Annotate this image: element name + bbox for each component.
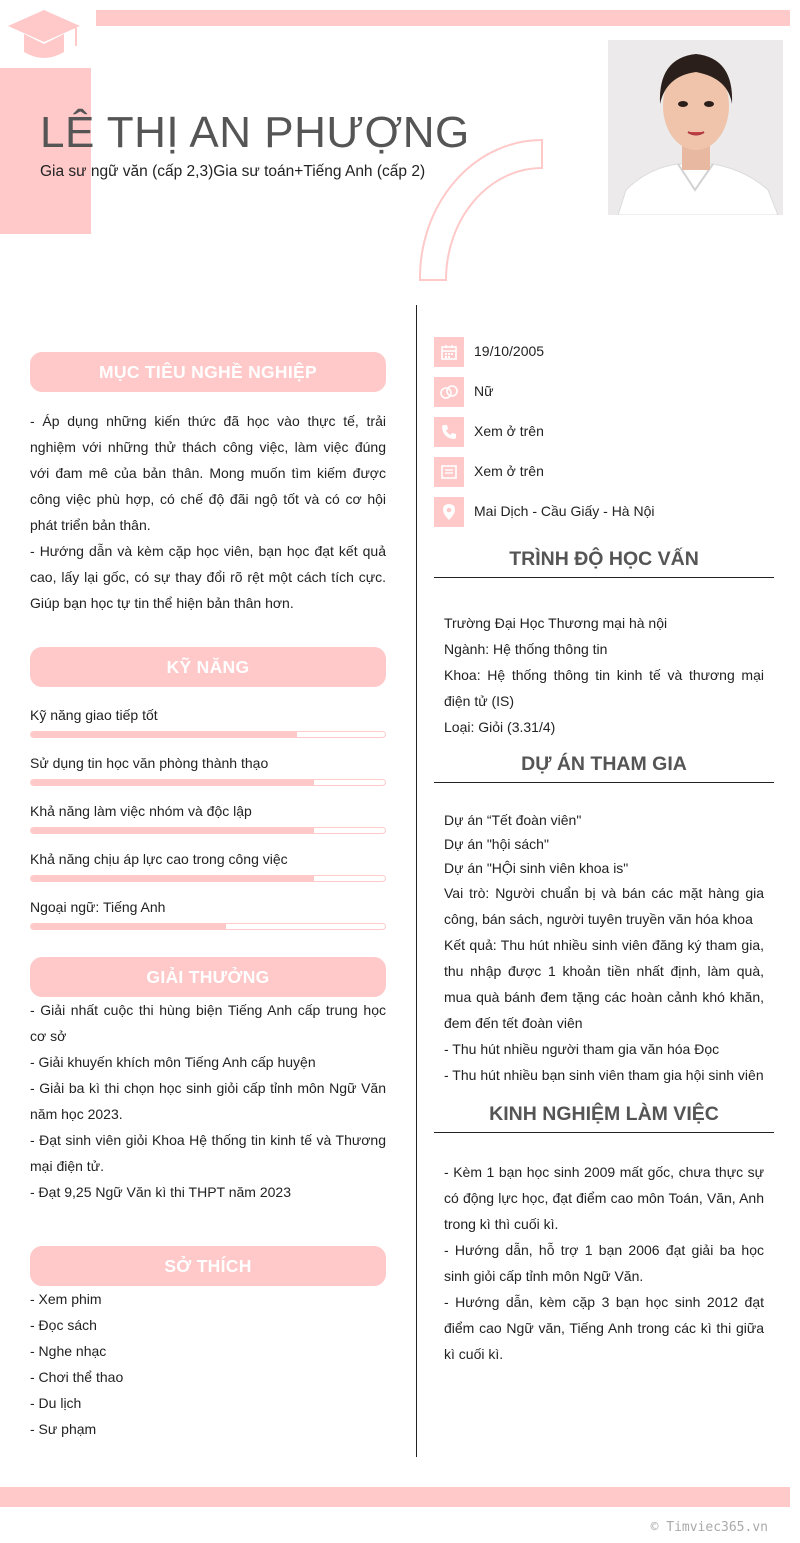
contact-email: [434, 457, 774, 485]
award-item: - Đạt 9,25 Ngữ Văn kì thi THPT năm 2023: [30, 1184, 291, 1200]
skill-bar: [30, 827, 386, 834]
contact-text: Mai Dịch - Cầu Giấy - Hà Nội: [474, 503, 655, 519]
hobbies-list: [30, 1286, 386, 1442]
hobby-item: - Nghe nhạc: [30, 1343, 107, 1359]
profile-photo: [608, 40, 783, 215]
skill-label: Khả năng chịu áp lực cao trong công việc: [30, 851, 288, 867]
skill-bar: [30, 875, 386, 882]
skill-bar: [30, 923, 386, 930]
copyright-text: © Timviec365.vn: [650, 1520, 768, 1535]
hobby-item: - Xem phim: [30, 1291, 102, 1307]
contact-birthday: [434, 337, 774, 365]
contact-text: Xem ở trên: [474, 463, 544, 479]
quarter-arc-decoration: [418, 138, 544, 282]
skill-bar-fill: [31, 876, 314, 881]
skill-item: [30, 705, 386, 745]
projects-heading: DỰ ÁN THAM GIA: [434, 753, 774, 783]
hobby-item: - Đọc sách: [30, 1317, 97, 1333]
project-line: - Thu hút nhiều bạn sinh viên tham gia hội sinh viên: [444, 1067, 764, 1083]
objective-paragraph: - Áp dụng những kiến thức đã học vào thực tế, trải nghiệm với những thử thách công việc, làm việc đúng với đam mê của bản thân. Mong muốn tìm kiếm được công việc phù hợp, có chế độ đãi ngộ tốt và có cơ hội phát triển bản thân.: [30, 413, 386, 533]
contact-text: 19/10/2005: [474, 343, 545, 359]
experience-heading: KINH NGHIỆM LÀM VIỆC: [434, 1103, 774, 1133]
skill-label: Khả năng làm việc nhóm và độc lập: [30, 803, 252, 819]
graduation-cap-icon: [6, 6, 82, 68]
objective-heading: MỤC TIÊU NGHỀ NGHIỆP: [30, 352, 386, 392]
education-line: Trường Đại Học Thương mại hà nội: [444, 615, 668, 631]
skill-bar-fill: [31, 780, 314, 785]
skill-bar: [30, 731, 386, 738]
skill-label: Ngoại ngữ: Tiếng Anh: [30, 899, 166, 915]
experience-line: - Kèm 1 bạn học sinh 2009 mất gốc, chưa thực sự có động lực học, đạt điểm cao môn Toán, Văn, Anh trong kì thì cuối kì.: [444, 1164, 764, 1232]
project-line: Vai trò: Người chuẩn bị và bán các mặt hàng gia công, bán sách, người tuyên truyền văn hóa khoa: [444, 885, 764, 927]
awards-heading: GIẢI THƯỞNG: [30, 957, 386, 997]
skill-bar-fill: [31, 828, 314, 833]
location-pin-icon: [434, 497, 464, 527]
gender-icon: [434, 377, 464, 407]
education-line: Loại: Giỏi (3.31/4): [444, 719, 556, 735]
contact-phone: [434, 417, 774, 445]
award-item: - Đạt sinh viên giỏi Khoa Hệ thống tin kinh tế và Thương mại điện tử.: [30, 1132, 386, 1174]
skill-label: Sử dụng tin học văn phòng thành thạo: [30, 755, 269, 771]
education-details: [444, 610, 764, 740]
objective-text: [30, 408, 386, 616]
project-line: Dự án "hội sách": [444, 836, 549, 852]
award-item: - Giải khuyến khích môn Tiếng Anh cấp huyện: [30, 1054, 316, 1070]
contact-gender: [434, 377, 774, 405]
skill-item: [30, 753, 386, 793]
skill-item: [30, 801, 386, 841]
objective-paragraph: - Hướng dẫn và kèm cặp học viên, bạn học đạt kết quả cao, lấy lại gốc, có sự thay đổi rõ rệt một cách tích cực. Giúp bạn học tự tin thể hiện bản thân hơn.: [30, 543, 386, 611]
skill-item: [30, 897, 386, 937]
project-line: - Thu hút nhiều người tham gia văn hóa Đọc: [444, 1041, 720, 1057]
skill-bar-fill: [31, 732, 297, 737]
contact-address: [434, 497, 774, 525]
phone-icon: [434, 417, 464, 447]
award-item: - Giải ba kì thi chọn học sinh giỏi cấp tỉnh môn Ngữ Văn năm học 2023.: [30, 1080, 386, 1122]
hobbies-heading: SỞ THÍCH: [30, 1246, 386, 1286]
hobby-item: - Du lịch: [30, 1395, 82, 1411]
calendar-icon: [434, 337, 464, 367]
email-icon: [434, 457, 464, 487]
hobby-item: - Chơi thể thao: [30, 1369, 124, 1385]
project-line: Dự án “Tết đoàn viên": [444, 812, 582, 828]
education-line: Ngành: Hệ thống thông tin: [444, 641, 608, 657]
projects-details: [444, 808, 764, 1088]
project-line: Kết quả: Thu hút nhiều sinh viên đăng ký tham gia, thu nhập được 1 khoản tiền nhất định, làm quà, mua quà bánh đem tặng các hoàn cảnh khó khăn, đem đến tết đoàn viên: [444, 937, 764, 1031]
top-accent-bar: [96, 10, 790, 26]
award-item: - Giải nhất cuộc thi hùng biện Tiếng Anh cấp trung học cơ sở: [30, 1002, 386, 1044]
skill-item: [30, 849, 386, 889]
skill-bar-fill: [31, 924, 226, 929]
job-title: Gia sư ngữ văn (cấp 2,3)Gia sư toán+Tiếng Anh (cấp 2): [40, 163, 426, 180]
skill-bar: [30, 779, 386, 786]
education-line: Khoa: Hệ thống thông tin kinh tế và thương mại điện tử (IS): [444, 667, 764, 709]
column-divider: [416, 305, 417, 1457]
bottom-accent-bar: [0, 1487, 790, 1507]
skills-heading: KỸ NĂNG: [30, 647, 386, 687]
skill-label: Kỹ năng giao tiếp tốt: [30, 707, 158, 723]
awards-list: [30, 997, 386, 1205]
project-line: Dự án "HỘi sinh viên khoa is": [444, 860, 629, 876]
education-heading: TRÌNH ĐỘ HỌC VẤN: [434, 548, 774, 578]
hobby-item: - Sư phạm: [30, 1421, 97, 1437]
contact-text: Nữ: [474, 383, 494, 399]
contact-text: Xem ở trên: [474, 423, 544, 439]
experience-line: - Hướng dẫn, hỗ trợ 1 bạn 2006 đạt giải ba học sinh giỏi cấp tỉnh môn Ngữ Văn.: [444, 1242, 764, 1284]
experience-line: - Hướng dẫn, kèm cặp 3 bạn học sinh 2012 đạt điểm cao Ngữ văn, Tiếng Anh trong các kì thi giữa kì cuối kì.: [444, 1294, 764, 1362]
candidate-name: LÊ THỊ AN PHƯỢNG: [40, 108, 470, 157]
experience-details: [444, 1159, 764, 1367]
